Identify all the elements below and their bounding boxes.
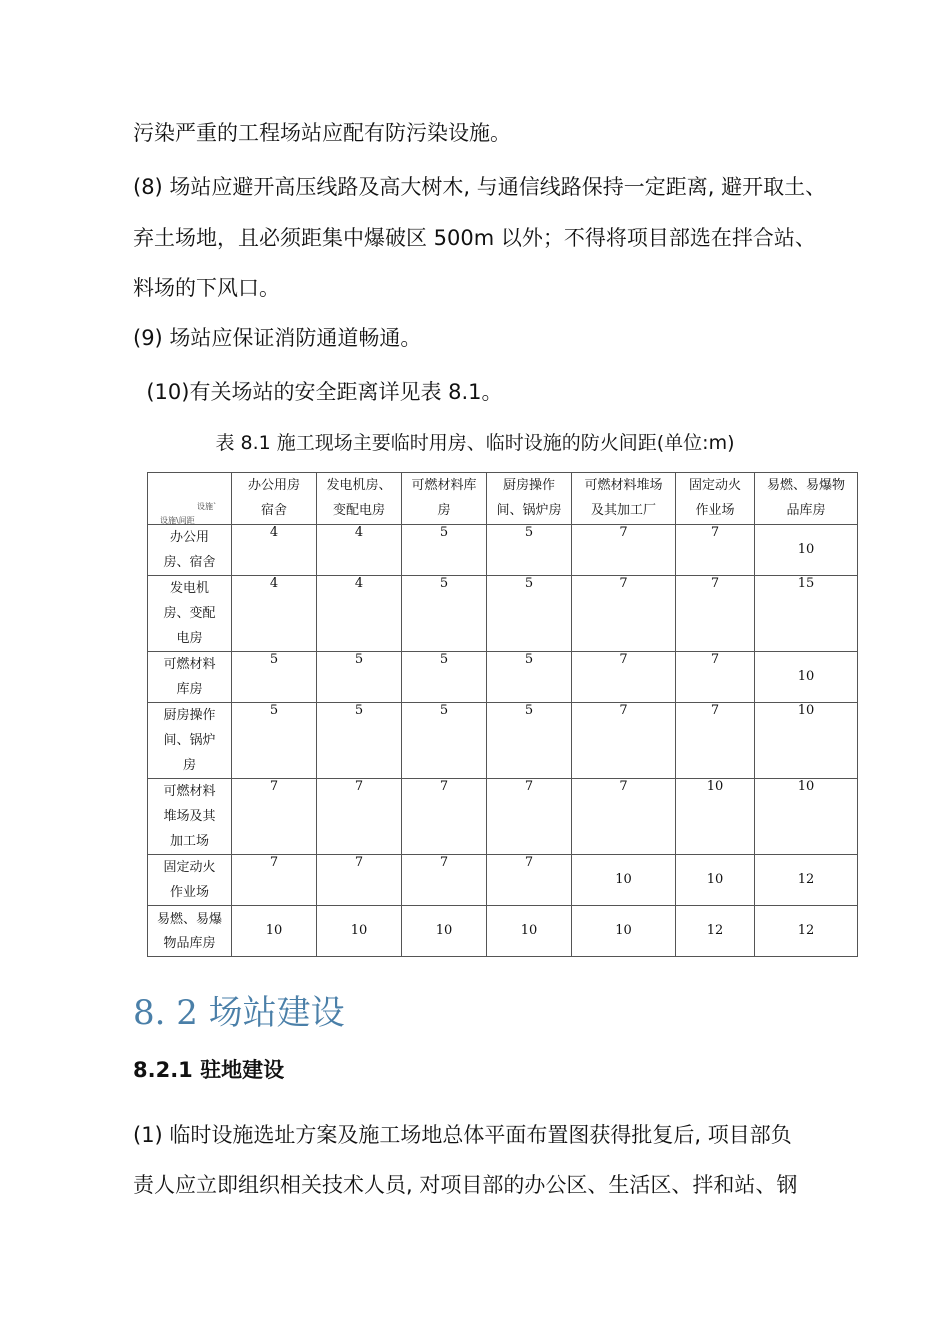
- paragraph-line: 弃土场地，且必须距集中爆破区 500m 以外；不得将项目部选在拌合站、: [133, 226, 816, 250]
- table-cell: 4: [232, 525, 317, 576]
- paragraph-line: 责人应立即组织相关技术人员, 对项目部的办公区、生活区、拌和站、钢: [133, 1173, 798, 1197]
- table-cell: 5: [487, 652, 572, 703]
- table-cell: 7: [676, 576, 755, 652]
- table-cell: 5: [402, 576, 487, 652]
- table-cell: 5: [487, 576, 572, 652]
- table-cell: 5: [317, 652, 402, 703]
- row-header: 厨房操作 间、锅炉 房: [148, 703, 232, 779]
- table-cell: 7: [676, 525, 755, 576]
- table-cell: 7: [402, 855, 487, 906]
- table-cell: 10: [755, 703, 858, 779]
- table-cell: 10: [317, 906, 402, 957]
- paragraph-line: (9) 场站应保证消防通道畅通。: [133, 326, 422, 350]
- table-cell: 7: [676, 652, 755, 703]
- table-cell: 4: [317, 525, 402, 576]
- table-cell: 5: [232, 703, 317, 779]
- table-cell: 7: [317, 855, 402, 906]
- table-row: [148, 855, 858, 906]
- paragraph-line: 污染严重的工程场站应配有防污染设施。: [133, 121, 511, 145]
- table-cell: 10: [572, 906, 676, 957]
- table-row: [148, 779, 858, 855]
- table-corner-cell: [148, 473, 232, 525]
- row-header: 办公用 房、宿舍: [148, 525, 232, 576]
- paragraph-line: (1) 临时设施选址方案及施工场地总体平面布置图获得批复后, 项目部负: [133, 1123, 792, 1147]
- table-cell: 12: [755, 855, 858, 906]
- column-header: 发电机房、 变配电房: [317, 473, 402, 525]
- table-cell: 7: [232, 855, 317, 906]
- table-cell: 7: [487, 855, 572, 906]
- row-header: 发电机 房、变配 电房: [148, 576, 232, 652]
- table-cell: 15: [755, 576, 858, 652]
- table-cell: 7: [232, 779, 317, 855]
- table-row: [148, 703, 858, 779]
- corner-label-bottom: 设施\间距: [160, 516, 195, 525]
- table-row: [148, 652, 858, 703]
- column-header: 易燃、易爆物 品库房: [755, 473, 858, 525]
- section-heading: 8. 2 场站建设: [133, 993, 345, 1033]
- table-cell: 4: [317, 576, 402, 652]
- paragraph-line: (10)有关场站的安全距离详见表 8.1。: [133, 380, 503, 404]
- table-cell: 5: [232, 652, 317, 703]
- table-caption: 表 8.1 施工现场主要临时用房、临时设施的防火间距(单位:m): [215, 432, 735, 454]
- column-header: 可燃材料库 房: [402, 473, 487, 525]
- table-cell: 7: [402, 779, 487, 855]
- table-cell: 10: [487, 906, 572, 957]
- table-row: [148, 576, 858, 652]
- table-cell: 10: [676, 779, 755, 855]
- table-cell: 7: [487, 779, 572, 855]
- row-header: 可燃材料 堆场及其 加工场: [148, 779, 232, 855]
- table-cell: 4: [232, 576, 317, 652]
- table-row: [148, 906, 858, 957]
- row-header: 固定动火 作业场: [148, 855, 232, 906]
- table-cell: 10: [676, 855, 755, 906]
- fire-distance-table: [147, 472, 858, 957]
- table-cell: 10: [232, 906, 317, 957]
- table-cell: 5: [487, 703, 572, 779]
- table-cell: 10: [755, 652, 858, 703]
- table-cell: 7: [572, 652, 676, 703]
- table-cell: 7: [572, 525, 676, 576]
- table-cell: 5: [402, 703, 487, 779]
- table-cell: 5: [402, 652, 487, 703]
- column-header: 厨房操作 间、锅炉房: [487, 473, 572, 525]
- subsection-heading: 8.2.1 驻地建设: [133, 1058, 285, 1082]
- table-cell: 7: [572, 703, 676, 779]
- table-cell: 7: [676, 703, 755, 779]
- paragraph-line: (8) 场站应避开高压线路及高大树木, 与通信线路保持一定距离, 避开取土、: [133, 175, 827, 199]
- table-cell: 7: [317, 779, 402, 855]
- column-header: 可燃材料堆场 及其加工厂: [572, 473, 676, 525]
- table-row: [148, 525, 858, 576]
- row-header: 可燃材料 库房: [148, 652, 232, 703]
- column-header: 固定动火 作业场: [676, 473, 755, 525]
- table-header-row: [148, 473, 858, 525]
- table-cell: 10: [572, 855, 676, 906]
- table-cell: 5: [487, 525, 572, 576]
- column-header: 办公用房 宿舍: [232, 473, 317, 525]
- table-cell: 12: [676, 906, 755, 957]
- table-cell: 7: [572, 576, 676, 652]
- table-cell: 10: [755, 779, 858, 855]
- table-cell: 10: [755, 525, 858, 576]
- table-cell: 10: [402, 906, 487, 957]
- table-cell: 5: [402, 525, 487, 576]
- table-cell: 7: [572, 779, 676, 855]
- paragraph-line: 料场的下风口。: [133, 276, 280, 300]
- corner-label-top: 设施`: [197, 502, 217, 511]
- table-cell: 12: [755, 906, 858, 957]
- row-header: 易燃、易爆 物品库房: [148, 906, 232, 957]
- table-cell: 5: [317, 703, 402, 779]
